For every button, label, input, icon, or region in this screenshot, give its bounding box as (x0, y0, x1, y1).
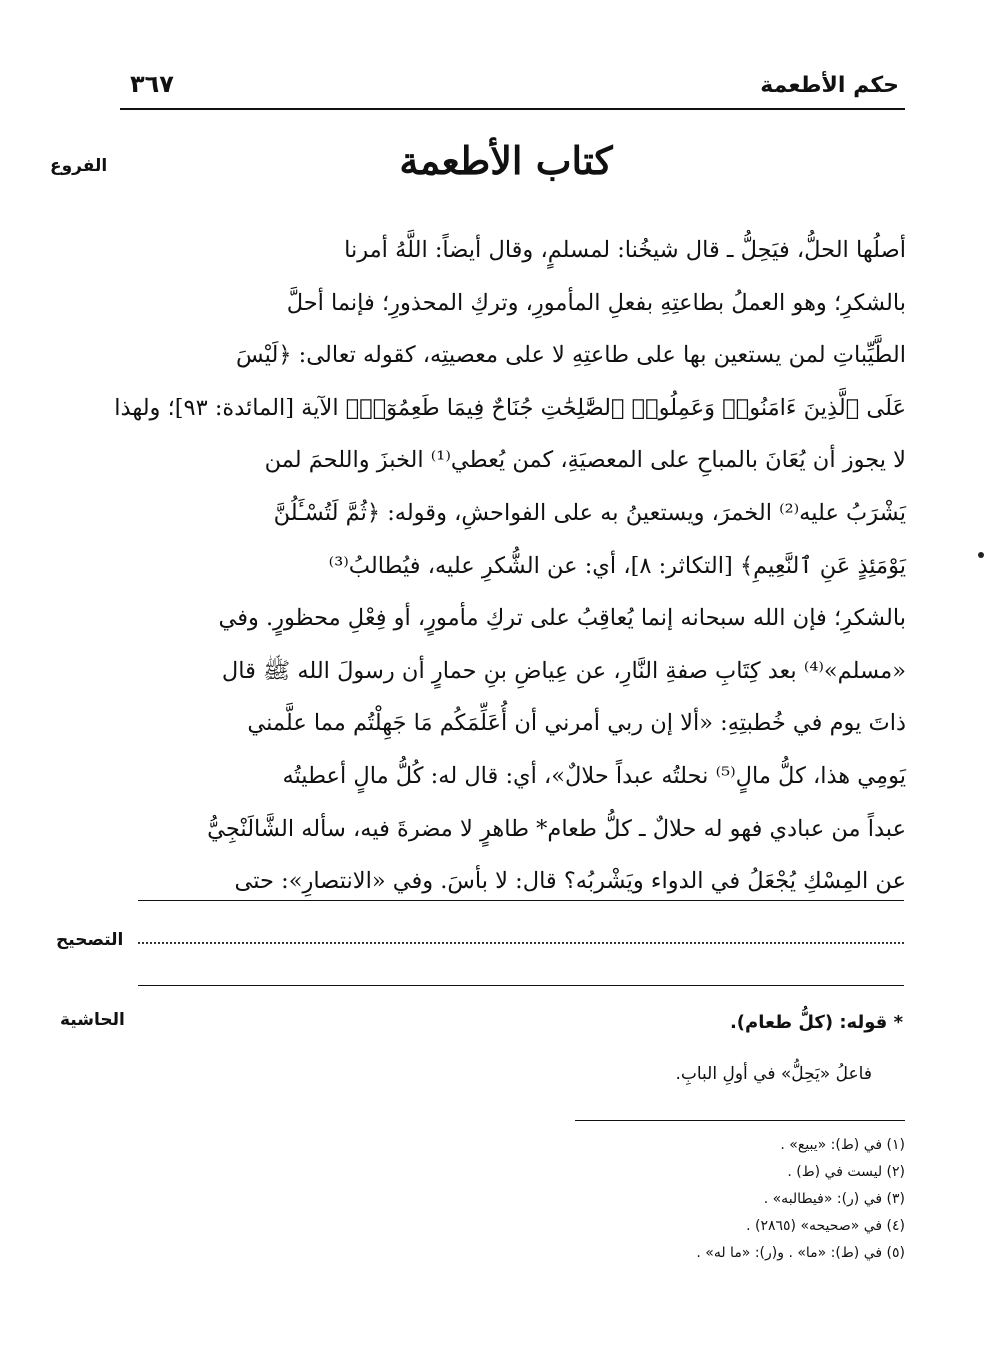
hashiya-heading: * قوله: (كلُّ طعام). (729, 1012, 903, 1033)
footnote: (٣) في (ر): «فيطالبه» . (763, 1191, 905, 1207)
text-line: يَشْرَبُ عليه⁽²⁾ الخمرَ، ويستعينُ به على الفواحشِ، وقوله: ﴿ثُمَّ لَتُسْـَٔلُنَّ (273, 499, 906, 526)
scan-dot (978, 552, 984, 558)
section-rule (138, 900, 904, 901)
text-line: عبداً من عبادي فهو له حلالٌ ـ كلُّ طعام* طاهرٍ لا مضرةَ فيه، سأله الشَّالَنْجِيُّ (207, 815, 906, 842)
book-title: كتاب الأطعمة (399, 138, 613, 183)
footnote: (٤) في «صحيحه» (٢٨٦٥) . (746, 1218, 905, 1234)
text-line: يَوْمَئِذٍ عَنِ ٱلنَّعِيمِ﴾ [التكاثر: ٨]، أي: عن الشُّكرِ عليه، فيُطالبُ⁽³⁾ (328, 552, 906, 579)
tashih-dotted-line (138, 942, 904, 944)
text-line: بالشكرِ؛ فإن الله سبحانه إنما يُعاقِبُ على تركِ مأمورٍ، أو فِعْلِ محظورٍ. وفي (218, 605, 906, 632)
margin-label-tashih: التصحيح (56, 930, 124, 950)
text-line: لا يجوز أن يُعَانَ بالمباحِ على المعصيَةِ، كمن يُعطي⁽¹⁾ الخبزَ واللحمَ لمن (264, 447, 906, 474)
text-line: عَلَى ٱلَّذِينَ ءَامَنُوا۟ وَعَمِلُوا۟ ٱلصَّٰلِحَٰتِ جُنَاحٌ فِيمَا طَعِمُوٓا۟﴾ الآية [المائدة: ٩٣]؛ ولهذا (114, 394, 906, 421)
footnotes (696, 1132, 905, 1267)
text-line: الطَّيِّباتِ لمن يستعين بها على طاعتِهِ لا على معصيتِه، كقوله تعالى: ﴿لَيْسَ (236, 342, 906, 369)
main-text (114, 224, 906, 908)
running-header-title: حكم الأطعمة (760, 73, 899, 98)
footnote: (١) في (ط): «يبيع» . (780, 1137, 905, 1153)
text-line: عن المِسْكِ يُجْعَلُ في الدواء ويَشْربُه؟ قال: لا بأسَ. وفي «الانتصارِ»: حتى (234, 868, 906, 895)
text-line: ذاتَ يوم في خُطبتِهِ: «ألا إن ربي أمرني أن أُعَلِّمَكُم مَا جَهِلْتُم مما علَّمني (247, 710, 906, 737)
text-line: «مسلم»⁽⁴⁾ بعد كِتَابِ صفةِ النَّارِ، عن عِياضِ بنِ حمارٍ أن رسولَ الله ﷺ قال (221, 657, 906, 684)
text-line: أصلُها الحلُّ، فيَحِلُّ ـ قال شيخُنا: لمسلمٍ، وقال أيضاً: اللَّهُ أمرنا (344, 237, 906, 263)
text-line: بالشكرِ؛ وهو العملُ بطاعتِهِ بفعلِ المأمورِ، وتركِ المحذورِ؛ فإنما أحلَّ (286, 289, 906, 316)
footnote: (٢) ليست في (ط) . (787, 1164, 905, 1180)
text-line: يَومِي هذا، كلُّ مالٍ⁽⁵⁾ نحلتُه عبداً حلالٌ»، أي: قال له: كُلُّ مالٍ أعطيتُه (282, 762, 906, 789)
margin-label-hashiya: الحاشية (60, 1010, 125, 1030)
footnote-rule (575, 1120, 905, 1121)
header-rule (120, 108, 905, 110)
page-number: ٣٦٧ (130, 70, 174, 98)
footnote: (٥) في (ط): «ما» . و(ر): «ما له» . (696, 1245, 905, 1261)
hashiya-text: فاعلُ «يَحِلُّ» في أولِ البابِ. (675, 1064, 872, 1084)
margin-label-furu: الفروع (50, 156, 108, 176)
section-rule (138, 985, 904, 986)
